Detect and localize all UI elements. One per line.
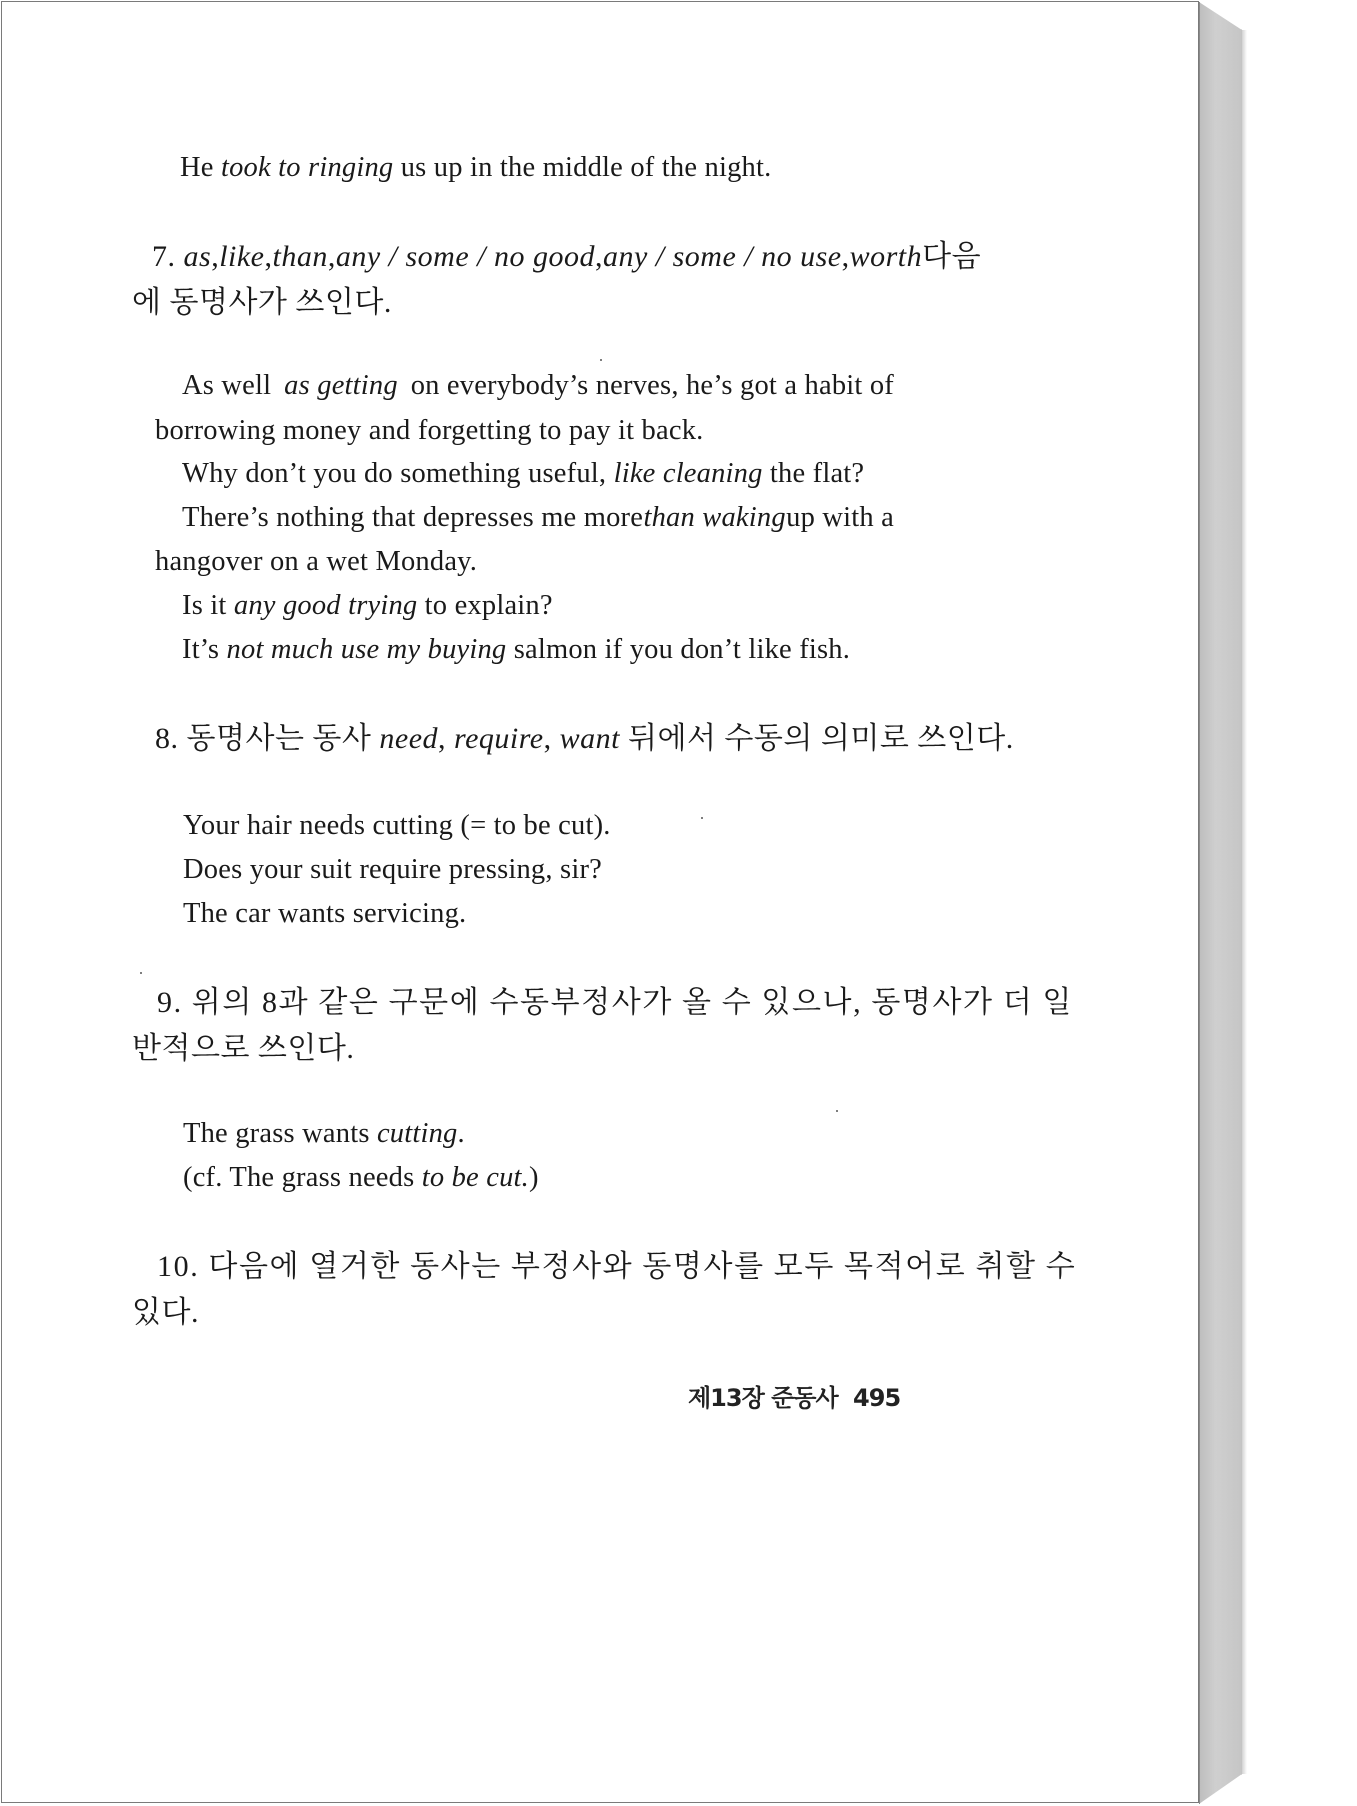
rule-heading-8: 8. 동명사는 동사 need, require, want 뒤에서 수동의 의미로 쓰인다. <box>155 722 1014 755</box>
page-shadow <box>1241 30 1247 1774</box>
rule-heading-9-cont: 반적으로 쓰인다. <box>132 1032 355 1065</box>
example-line: It’s not much use my buying salmon if you don’t like fish. <box>182 634 851 665</box>
book-page <box>1 1 1199 1803</box>
rule-heading-9: 9. 위의 8과 같은 구문에 수동부정사가 올 수 있으나, 동명사가 더 일 <box>157 986 1073 1019</box>
example-line: Is it any good trying to explain? <box>182 590 553 621</box>
example-emphasis: to be cut. <box>421 1162 529 1193</box>
example-line: borrowing money and forgetting to pay it back. <box>155 415 704 446</box>
heading-segment: worth <box>849 240 923 273</box>
heading-segment: than, <box>272 240 336 273</box>
scan-speck <box>836 1110 838 1112</box>
example-emphasis: cutting <box>376 1118 458 1149</box>
heading-segment: 다음 <box>922 240 982 273</box>
example-line: (cf. The grass needs to be cut.) <box>183 1162 539 1193</box>
example-line <box>180 154 771 183</box>
example-line: Why don’t you do something useful, like cleaning the flat? <box>182 458 865 489</box>
example-emphasis: as getting <box>284 370 398 401</box>
book-page-edge <box>1199 2 1242 1804</box>
heading-segment: any / some / no use, <box>602 240 850 273</box>
page-edge-line <box>1199 2 1200 1804</box>
heading-segment: like, <box>219 240 273 273</box>
heading-segment: 7. as, <box>152 240 220 273</box>
example-emphasis: any good trying <box>233 590 418 621</box>
heading-segment: any / some / no good, <box>335 240 603 273</box>
example-emphasis: than waking <box>643 502 786 533</box>
chapter-label: 제13장 준동사 <box>688 1384 838 1412</box>
page-footer <box>688 1386 900 1410</box>
rule-heading-7-cont: 에 동명사가 쓰인다. <box>132 286 392 319</box>
example-line: Does your suit require pressing, sir? <box>183 854 602 885</box>
example-line: The car wants servicing. <box>183 898 467 929</box>
scan-speck <box>140 972 142 974</box>
scan-speck <box>600 359 602 361</box>
example-text: He <box>180 152 221 183</box>
example-line: As well as getting on everybody’s nerves, he’s got a habit of <box>182 370 894 401</box>
example-line: There’s nothing that depresses me more than waking up with a <box>182 502 894 533</box>
example-line: The grass wants cutting. <box>183 1118 465 1149</box>
rule-heading-10-cont: 있다. <box>132 1296 199 1329</box>
example-line: Your hair needs cutting (= to be cut). <box>183 810 611 841</box>
page-number: 495 <box>853 1384 901 1412</box>
rule-heading-7 <box>152 240 982 273</box>
example-line: hangover on a wet Monday. <box>155 546 478 577</box>
example-emphasis: took to ringing <box>220 152 394 183</box>
rule-heading-10: 10. 다음에 열거한 동사는 부정사와 동명사를 모두 목적어로 취할 수 <box>157 1250 1077 1283</box>
example-text: us up in the middle of the night. <box>393 152 772 183</box>
scan-speck <box>701 817 703 819</box>
example-emphasis: not much use my buying <box>226 634 507 665</box>
example-emphasis: like cleaning <box>613 458 763 489</box>
